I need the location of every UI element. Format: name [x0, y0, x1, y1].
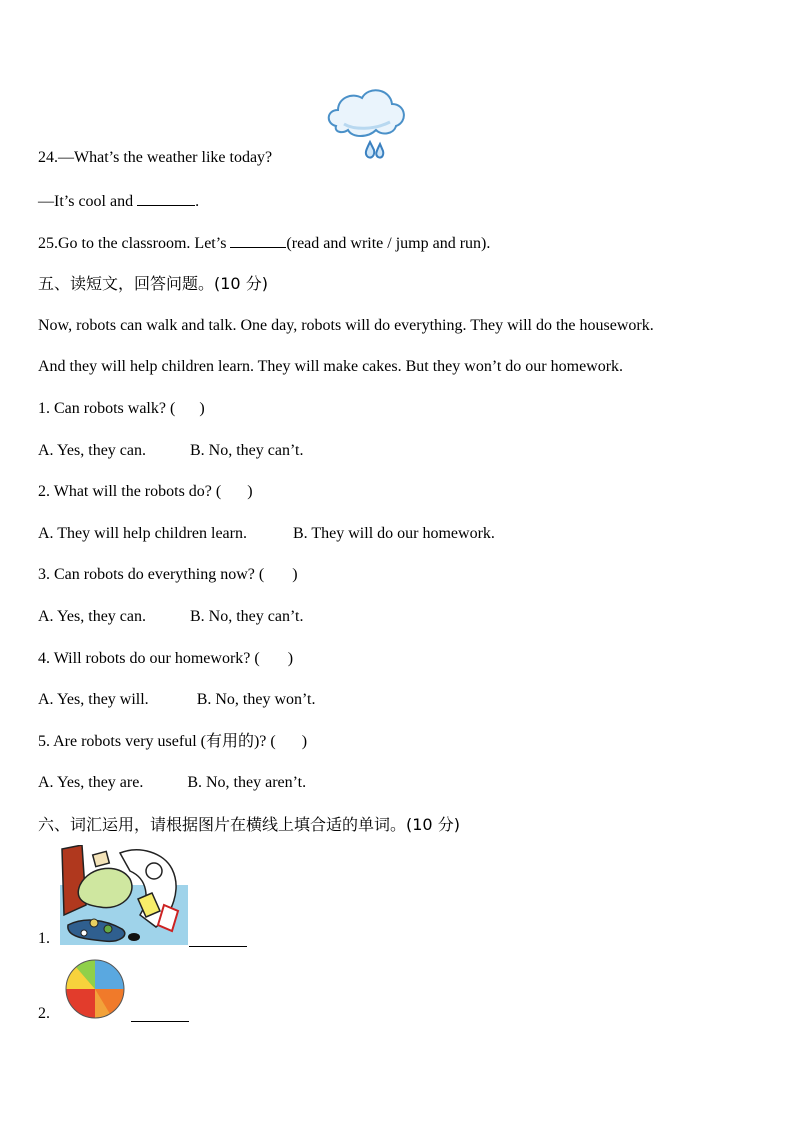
reading-options-3: [38, 607, 303, 627]
vocab-answer-blank-1[interactable]: [189, 928, 247, 947]
q25-answer-blank[interactable]: [230, 233, 286, 248]
section6-heading: 六、词汇运用，请根据图片在横线上填合适的单词。(10 分): [38, 815, 460, 834]
reading-options-2: [38, 524, 495, 544]
question-text: 4. Will robots do our homework? (: [38, 650, 260, 667]
reading-options-4: [38, 690, 316, 710]
q24-answer-blank[interactable]: [137, 191, 195, 206]
option-b: B. No, they can’t.: [190, 608, 304, 625]
section5-heading: 五、读短文，回答问题。(10 分): [38, 274, 268, 293]
reading-question-5: [38, 732, 307, 752]
option-b: B. No, they won’t.: [196, 691, 316, 708]
reading-question-3: [38, 565, 298, 585]
vocab-answer-blank-2[interactable]: [131, 1003, 189, 1022]
rain-cloud-icon: [324, 84, 410, 166]
close-paren: ): [247, 483, 253, 500]
close-paren: ): [199, 400, 205, 417]
close-paren: ): [287, 650, 294, 667]
close-paren: ): [292, 566, 298, 583]
close-paren: ): [301, 733, 308, 750]
question-text: 3. Can robots do everything now? (: [38, 566, 265, 583]
messy-room-picture: [60, 845, 188, 945]
question-text: 5. Are robots very useful (有用的)? (: [38, 733, 276, 750]
option-b: B. No, they aren’t.: [187, 774, 307, 791]
q24-answer: [38, 191, 199, 212]
q24-answer-suffix: .: [195, 193, 200, 210]
q25-question: [38, 233, 490, 254]
q24-answer-prefix: —It’s cool and: [38, 193, 134, 210]
q25-suffix: (read and write / jump and run).: [286, 235, 491, 252]
q25-prefix: 25.Go to the classroom. Let’s: [38, 235, 227, 252]
option-a: A. They will help children learn.: [38, 525, 247, 542]
passage-line-1: Now, robots can walk and talk. One day, robots will do everything. They will do the housework.: [38, 317, 654, 334]
reading-question-2: [38, 482, 253, 502]
item-number: 1.: [38, 930, 50, 947]
reading-options-1: [38, 441, 303, 461]
item-number: 2.: [38, 1005, 50, 1022]
option-a: A. Yes, they can.: [38, 442, 146, 459]
option-b: B. No, they can’t.: [190, 442, 304, 459]
question-text: 2. What will the robots do? (: [38, 483, 222, 500]
reading-options-5: [38, 773, 306, 793]
beach-ball-picture: [62, 958, 128, 1020]
vocab-item-2: [38, 1004, 50, 1024]
option-a: A. Yes, they are.: [38, 774, 144, 791]
passage-line-2: And they will help children learn. They will make cakes. But they won’t do our homework.: [38, 358, 624, 375]
option-b: B. They will do our homework.: [292, 525, 495, 542]
q24-question: 24.—What’s the weather like today?: [38, 149, 273, 166]
question-text: 1. Can robots walk? (: [38, 400, 176, 417]
reading-question-4: [38, 649, 293, 669]
reading-question-1: [38, 399, 205, 419]
option-a: A. Yes, they will.: [38, 691, 149, 708]
vocab-item-1: [38, 929, 50, 949]
option-a: A. Yes, they can.: [38, 608, 146, 625]
